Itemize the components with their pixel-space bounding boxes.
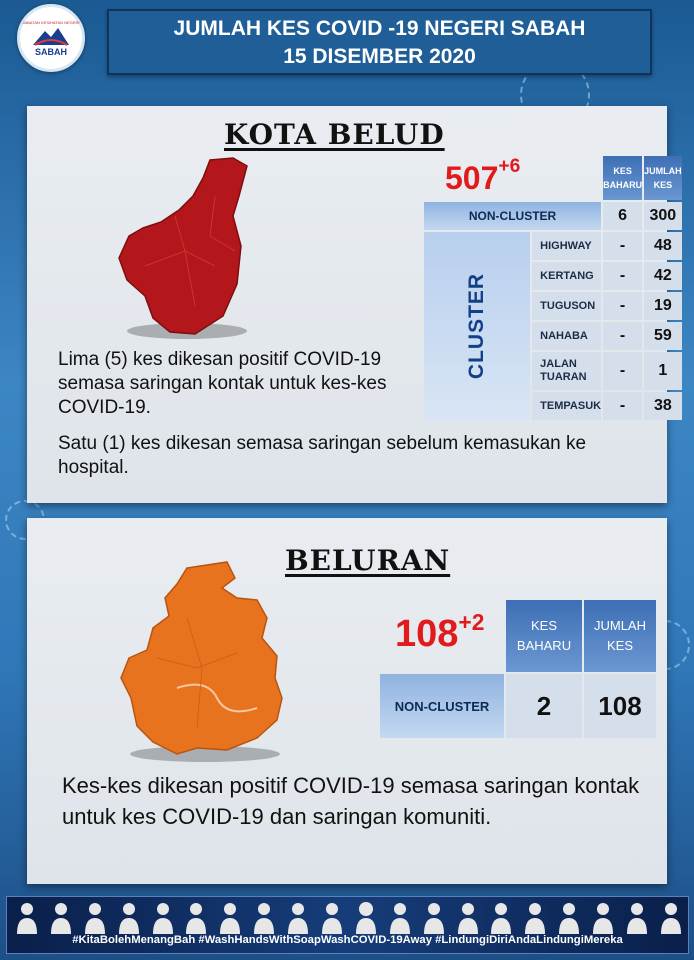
frontliner-icon: [489, 900, 513, 934]
frontliner-icon: [422, 900, 446, 934]
increase-value: +2: [458, 609, 485, 635]
cluster-name: TUGUSON: [532, 292, 601, 320]
footer-hashtags: #KitaBolehMenangBah #WashHandsWithSoapWashCOVID-19Away #LindungiDiriAndaLindungiMereka: [72, 934, 623, 946]
cluster-total: 1: [644, 352, 682, 390]
beluran-table: [378, 598, 658, 740]
kota-belud-panel: [27, 106, 682, 503]
kota-belud-map: [115, 156, 255, 341]
non-cluster-new: 6: [603, 202, 642, 230]
title-line1: JUMLAH KES COVID -19 NEGERI SABAH: [173, 17, 586, 40]
frontliner-icon: [557, 900, 581, 934]
cluster-new: -: [603, 292, 642, 320]
cluster-new: -: [603, 232, 642, 260]
cluster-new: -: [603, 352, 642, 390]
mountain-logo-icon: [31, 25, 71, 47]
sabah-health-logo: [17, 4, 85, 72]
cluster-total: 48: [644, 232, 682, 260]
beluran-map: [117, 558, 292, 763]
frontliner-icon: [49, 900, 73, 934]
cluster-new: -: [603, 392, 642, 420]
col-jumlah-kes: JUMLAH KES: [644, 156, 682, 200]
frontliner-icon: [456, 900, 480, 934]
cluster-total: 42: [644, 262, 682, 290]
table-row: [380, 674, 656, 738]
cluster-total: 38: [644, 392, 682, 420]
kota-belud-note2: Satu (1) kes dikesan semasa saringan sebelum kemasukan ke hospital.: [58, 433, 587, 478]
col-kes-baharu: KES BAHARU: [603, 156, 642, 200]
table-row: [424, 202, 682, 230]
frontliner-icon: [15, 900, 39, 934]
title-line2: 15 DISEMBER 2020: [283, 45, 476, 68]
cluster-name: KERTANG: [532, 262, 601, 290]
frontliner-icon: [117, 900, 141, 934]
frontliner-icon: [659, 900, 683, 934]
beluran-note: Kes-kes dikesan positif COVID-19 semasa saringan kontak untuk kes COVID-19 dan saringan komuniti.: [62, 773, 640, 829]
non-cluster-total: 300: [644, 202, 682, 230]
increase-value: +6: [498, 156, 521, 177]
district-name: KOTA BELUD: [224, 118, 445, 151]
frontliner-icon: [252, 900, 276, 934]
kota-belud-note1: Lima (5) kes dikesan positif COVID-19 semasa saringan kontak untuk kes-kes COVID-19.: [58, 349, 387, 418]
non-cluster-new: 2: [506, 674, 582, 738]
frontliner-icon: [184, 900, 208, 934]
total-value: 507: [445, 160, 499, 196]
family-icon: [354, 900, 378, 934]
cluster-name: JALAN TUARAN: [532, 352, 601, 390]
non-cluster-total: 108: [584, 674, 656, 738]
cluster-label: CLUSTER: [424, 232, 530, 420]
page-title: [107, 9, 652, 75]
frontliner-icon: [523, 900, 547, 934]
cluster-total: 19: [644, 292, 682, 320]
frontliners-row: [15, 900, 683, 934]
non-cluster-label: NON-CLUSTER: [424, 202, 601, 230]
logo-text: SABAH: [34, 46, 67, 57]
kota-belud-table: [422, 154, 684, 422]
table-row: [424, 232, 682, 260]
cluster-new: -: [603, 322, 642, 350]
logo-subtext: JABATAN KESIHATAN NEGERI: [22, 19, 80, 25]
beluran-panel: [27, 518, 667, 884]
col-kes-baharu: KES BAHARU: [506, 600, 582, 672]
frontliner-icon: [151, 900, 175, 934]
frontliner-icon: [83, 900, 107, 934]
frontliner-icon: [320, 900, 344, 934]
cluster-total: 59: [644, 322, 682, 350]
frontliner-icon: [591, 900, 615, 934]
col-jumlah-kes: JUMLAH KES: [584, 600, 656, 672]
cluster-name: NAHABA: [532, 322, 601, 350]
total-value: 108: [395, 613, 459, 655]
frontliner-icon: [388, 900, 412, 934]
cluster-name: HIGHWAY: [532, 232, 601, 260]
non-cluster-label: NON-CLUSTER: [380, 674, 504, 738]
district-name: BELURAN: [285, 544, 451, 577]
frontliner-icon: [625, 900, 649, 934]
frontliner-icon: [286, 900, 310, 934]
footer-banner: [6, 896, 689, 954]
frontliner-icon: [218, 900, 242, 934]
cluster-name: TEMPASUK: [532, 392, 601, 420]
cluster-new: -: [603, 262, 642, 290]
